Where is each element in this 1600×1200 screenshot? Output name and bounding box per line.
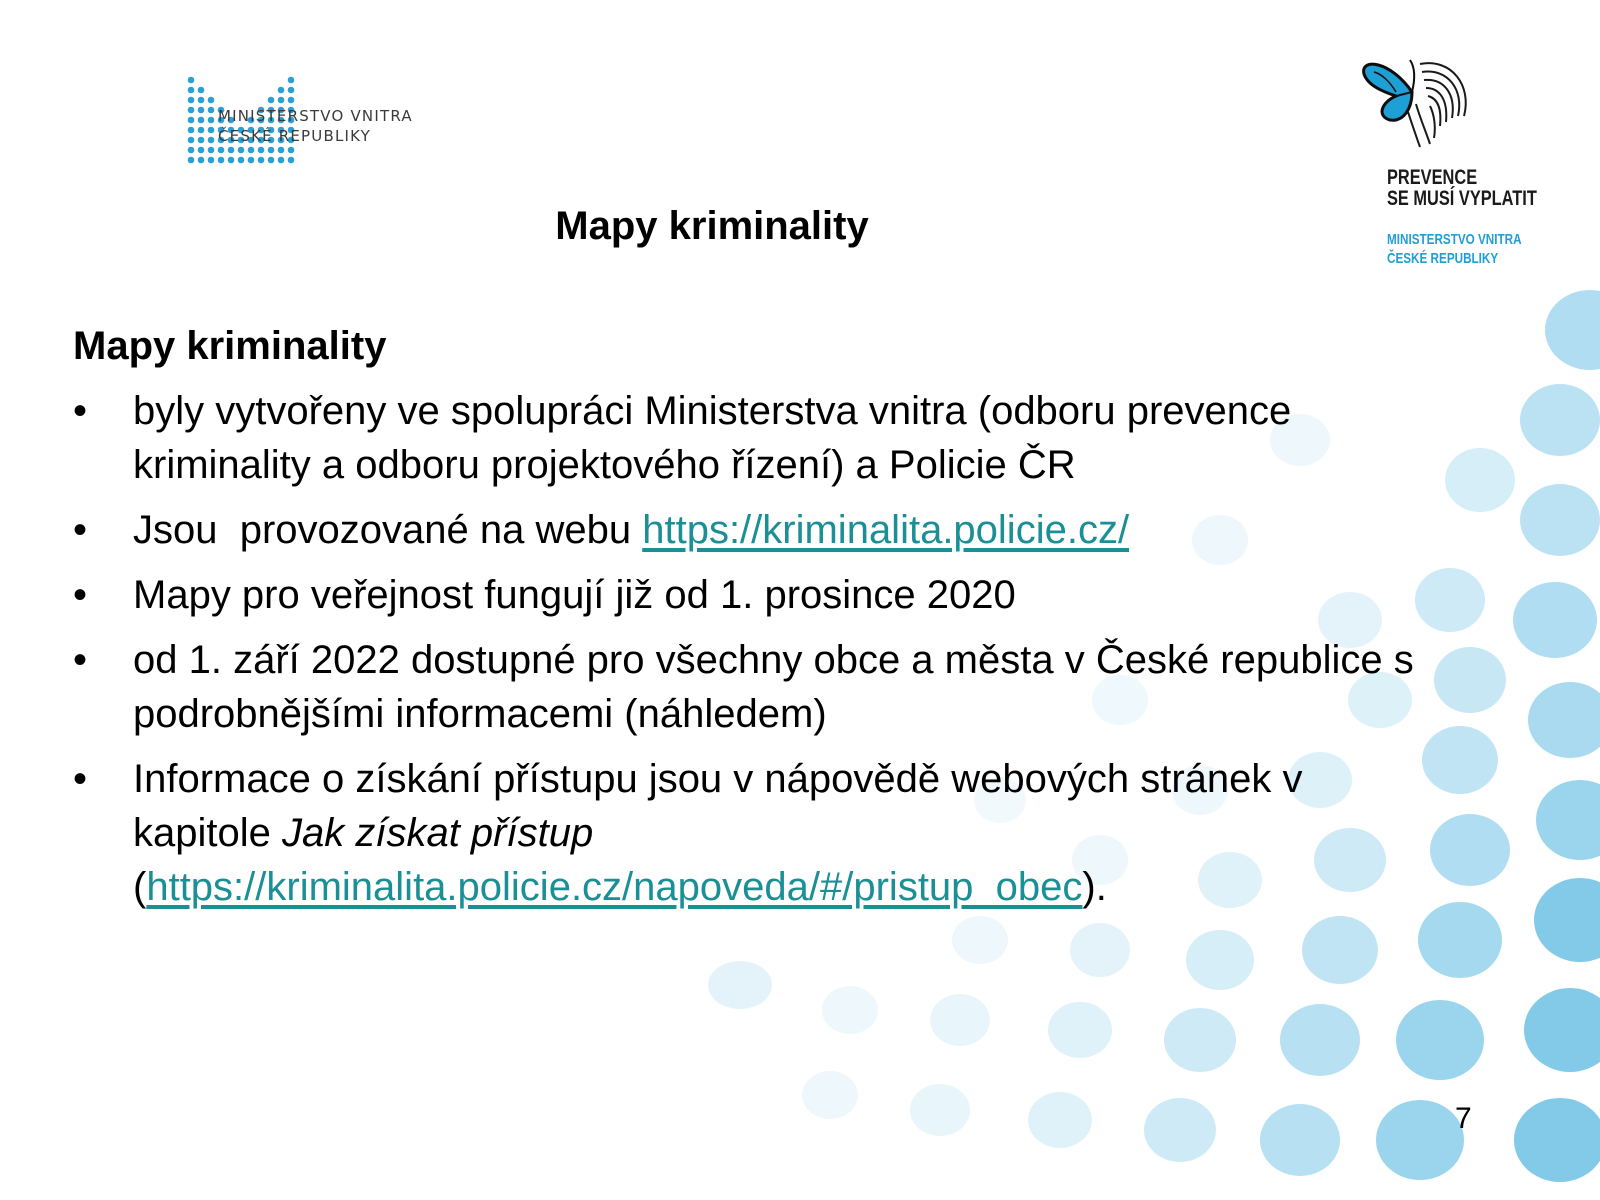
section-heading: Mapy kriminality xyxy=(73,324,387,368)
bullet-list xyxy=(73,384,1433,925)
bullet-text: Mapy pro veřejnost fungují již od 1. prosince 2020 xyxy=(133,573,1016,617)
bullet-icon: • xyxy=(73,508,88,552)
bullet-item xyxy=(73,503,1433,557)
bullet-icon: • xyxy=(73,757,88,801)
ministry-logo-line1: MINISTERSTVO VNITRA xyxy=(218,107,413,125)
bullet-paren-open: ( xyxy=(133,865,147,909)
ministry-logo-text xyxy=(218,106,413,146)
butterfly-fingerprint-icon xyxy=(1360,52,1480,152)
bullet-icon: • xyxy=(73,389,88,433)
bullet-paren-close: ). xyxy=(1082,865,1107,909)
bullet-icon: • xyxy=(73,638,88,682)
slide-title: Mapy kriminality xyxy=(555,204,869,248)
prevention-slogan-line1: PREVENCE xyxy=(1387,166,1478,189)
prevention-ministry-line1: MINISTERSTVO VNITRA xyxy=(1387,231,1522,248)
bullet-text: byly vytvořeny ve spolupráci Ministerstva vnitra (odboru prevence kriminality a odboru projektového řízení) a Policie ČR xyxy=(133,389,1292,487)
bullet-text: Informace o získání přístupu jsou v nápovědě webových stránek v kapitole xyxy=(133,757,1303,855)
bullet-item xyxy=(73,752,1433,914)
bullet-item xyxy=(73,384,1433,492)
bullet-italic-text: Jak získat přístup xyxy=(281,811,594,855)
help-access-link[interactable]: https://kriminalita.policie.cz/napoveda/#/pristup_obec xyxy=(146,865,1083,909)
prevention-slogan-line2: SE MUSÍ VYPLATIT xyxy=(1387,187,1537,210)
kriminalita-link[interactable]: https://kriminalita.policie.cz/ xyxy=(642,508,1130,552)
bullet-text: od 1. září 2022 dostupné pro všechny obce a města v České republice s podrobnějšími informacemi (náhledem) xyxy=(133,638,1414,736)
bullet-text: Jsou provozované na webu xyxy=(133,508,643,552)
bullet-item xyxy=(73,568,1433,622)
bullet-icon: • xyxy=(73,573,88,617)
bullet-item xyxy=(73,633,1433,741)
prevention-ministry-line2: ČESKÉ REPUBLIKY xyxy=(1387,250,1499,267)
page-number: 7 xyxy=(1455,1102,1472,1135)
ministry-logo-line2: ČESKÉ REPUBLIKY xyxy=(218,127,372,145)
